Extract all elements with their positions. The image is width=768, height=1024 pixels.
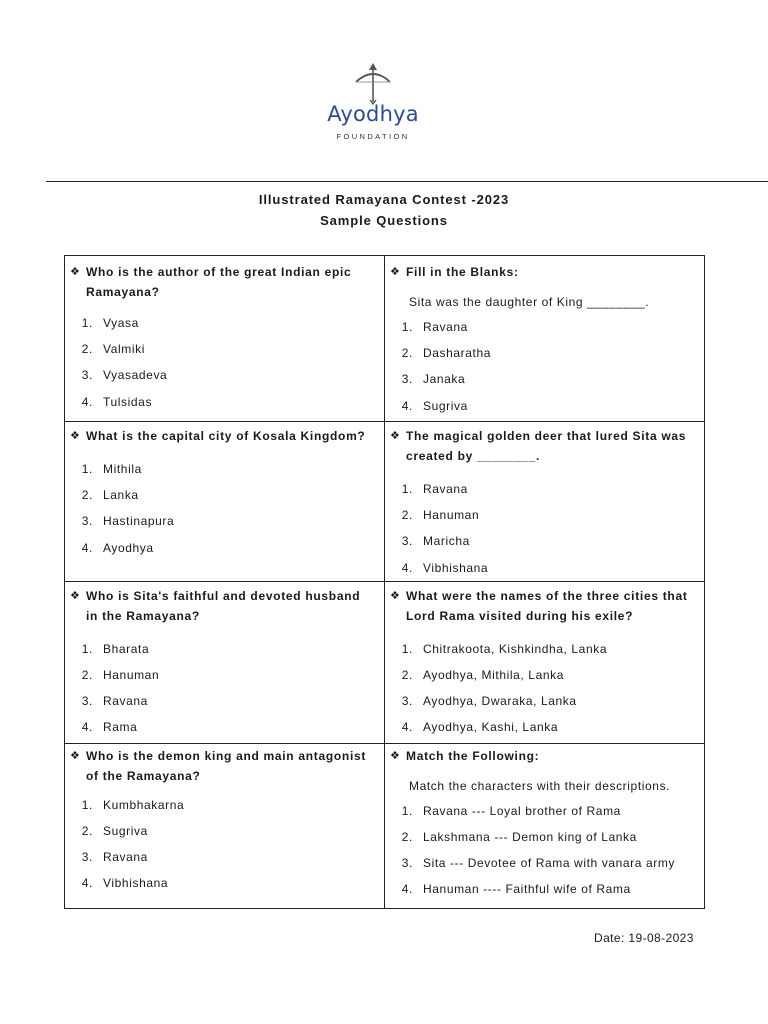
option-item	[385, 555, 704, 581]
option-text: Hanuman	[103, 667, 160, 682]
option-text: Lakshmana --- Demon king of Lanka	[423, 829, 637, 844]
question-heading	[65, 426, 384, 446]
option-number: 3.	[81, 694, 93, 709]
option-item	[65, 310, 384, 336]
option-text: Sita --- Devotee of Rama with vanara army	[423, 856, 676, 871]
question-row	[65, 422, 705, 582]
diamond-bullet-icon: ❖	[70, 589, 81, 602]
option-item	[65, 636, 384, 662]
option-text: Ayodhya	[103, 540, 154, 555]
question-heading	[385, 586, 704, 626]
option-item	[385, 314, 704, 340]
option-number: 2.	[81, 667, 93, 682]
option-item	[65, 336, 384, 362]
option-number: 1.	[81, 797, 93, 812]
option-item	[65, 688, 384, 714]
option-item	[385, 662, 704, 688]
question-text: What is the capital city of Kosala Kingdom?	[86, 429, 366, 443]
option-number: 4.	[401, 398, 413, 413]
option-number: 3.	[81, 514, 93, 529]
ayodhya-foundation-logo	[322, 60, 424, 156]
question-cell	[65, 256, 385, 422]
option-item	[385, 688, 704, 714]
option-item	[65, 482, 384, 508]
option-number: 2.	[81, 342, 93, 357]
options-list	[65, 310, 384, 415]
option-item	[65, 818, 384, 844]
option-text: Dasharatha	[423, 346, 492, 361]
question-cell	[65, 581, 385, 743]
option-text: Ravana	[423, 482, 468, 496]
option-number: 1.	[81, 462, 93, 476]
question-cell	[385, 256, 705, 422]
option-number: 2.	[401, 667, 413, 682]
option-text: Vibhishana	[423, 560, 489, 575]
question-heading	[65, 746, 384, 786]
option-number: 2.	[401, 346, 413, 361]
question-heading	[385, 746, 704, 766]
document-date: Date: 19-08-2023	[594, 931, 694, 945]
options-list	[385, 798, 704, 903]
option-number: 1.	[401, 482, 413, 496]
question-text: Match the Following:	[406, 748, 540, 763]
option-item	[385, 714, 704, 740]
diamond-bullet-icon: ❖	[390, 430, 401, 442]
option-item	[65, 456, 384, 482]
option-text: Valmiki	[103, 342, 145, 357]
question-heading	[385, 426, 704, 466]
option-item	[65, 535, 384, 561]
option-text: Vyasa	[103, 316, 139, 330]
option-number: 1.	[81, 641, 93, 656]
option-item	[385, 798, 704, 824]
option-item	[65, 870, 384, 896]
option-item	[385, 876, 704, 902]
diamond-bullet-icon: ❖	[390, 266, 401, 278]
option-item	[385, 340, 704, 366]
option-number: 3.	[81, 850, 93, 865]
option-number: 2.	[401, 829, 413, 844]
document-subtitle: Sample Questions	[320, 213, 448, 228]
question-row	[65, 581, 705, 743]
document-title: Illustrated Ramayana Contest -2023	[258, 192, 510, 207]
question-row	[65, 743, 705, 908]
option-text: Ayodhya, Dwaraka, Lanka	[423, 694, 577, 709]
question-cell	[385, 581, 705, 743]
option-item	[385, 824, 704, 850]
diamond-bullet-icon: ❖	[390, 589, 401, 602]
options-list	[385, 314, 704, 419]
option-text: Rama	[103, 720, 138, 735]
question-cell	[65, 743, 385, 908]
option-item	[65, 714, 384, 740]
question-text: Who is the author of the great Indian epic Ramayana?	[86, 265, 352, 299]
question-text: Who is Sita's faithful and devoted husband in the Ramayana?	[86, 588, 361, 623]
option-text: Ayodhya, Mithila, Lanka	[423, 667, 564, 682]
option-number: 3.	[401, 856, 413, 871]
diamond-bullet-icon: ❖	[70, 749, 81, 762]
question-stem: Match the characters with their descriptions.	[409, 778, 671, 793]
option-text: Hanuman	[423, 508, 480, 523]
options-list	[385, 636, 704, 741]
option-number: 4.	[81, 720, 93, 735]
option-text: Sugriva	[423, 398, 468, 413]
option-item	[65, 389, 384, 415]
option-item	[385, 502, 704, 528]
option-number: 1.	[401, 803, 413, 818]
option-item	[65, 844, 384, 870]
options-list	[65, 456, 384, 561]
questions-table	[64, 255, 705, 909]
logo-wordmark: Ayodhya	[327, 102, 419, 126]
option-number: 2.	[401, 508, 413, 523]
option-number: 4.	[401, 560, 413, 575]
question-text: Fill in the Blanks:	[406, 265, 519, 279]
option-text: Lanka	[103, 488, 139, 503]
question-heading	[65, 586, 384, 626]
option-number: 3.	[401, 534, 413, 549]
option-text: Janaka	[423, 372, 466, 387]
option-item	[65, 662, 384, 688]
option-text: Kumbhakarna	[103, 797, 185, 812]
option-item	[385, 636, 704, 662]
question-stem: Sita was the daughter of King ________.	[409, 295, 650, 309]
option-text: Ayodhya, Kashi, Lanka	[423, 720, 559, 735]
logo-subtitle: FOUNDATION	[336, 132, 410, 141]
option-item	[385, 528, 704, 554]
option-text: Maricha	[423, 534, 470, 549]
option-text: Ravana	[103, 694, 148, 709]
option-item	[385, 366, 704, 392]
option-number: 3.	[81, 368, 93, 383]
option-text: Chitrakoota, Kishkindha, Lanka	[423, 641, 608, 656]
option-item	[385, 476, 704, 502]
option-item	[385, 850, 704, 876]
option-item	[65, 362, 384, 388]
option-number: 3.	[401, 372, 413, 387]
question-heading	[65, 262, 384, 302]
option-text: Hastinapura	[103, 514, 175, 529]
option-number: 4.	[401, 720, 413, 735]
option-number: 4.	[81, 540, 93, 555]
question-cell	[385, 422, 705, 582]
option-number: 1.	[401, 320, 413, 334]
option-item	[385, 393, 704, 419]
diamond-bullet-icon: ❖	[70, 266, 81, 278]
question-text: What were the names of the three cities that Lord Rama visited during his exile?	[406, 588, 688, 623]
question-text: Who is the demon king and main antagonist of the Ramayana?	[86, 748, 367, 783]
option-number: 4.	[401, 882, 413, 897]
question-heading	[385, 262, 704, 282]
bow-arrow-icon	[322, 60, 424, 106]
diamond-bullet-icon: ❖	[70, 430, 81, 442]
option-number: 2.	[81, 823, 93, 838]
option-number: 2.	[81, 488, 93, 503]
option-text: Hanuman ---- Faithful wife of Rama	[423, 882, 631, 897]
option-number: 1.	[401, 641, 413, 656]
option-text: Vyasadeva	[103, 368, 168, 383]
question-cell	[65, 422, 385, 582]
option-number: 4.	[81, 394, 93, 409]
diamond-bullet-icon: ❖	[390, 749, 401, 762]
option-number: 1.	[81, 316, 93, 330]
option-text: Tulsidas	[103, 394, 153, 409]
option-text: Ravana --- Loyal brother of Rama	[423, 803, 621, 818]
option-text: Vibhishana	[103, 876, 169, 891]
option-text: Mithila	[103, 462, 142, 476]
options-list	[385, 476, 704, 581]
options-list	[65, 636, 384, 741]
option-number: 4.	[81, 876, 93, 891]
option-text: Bharata	[103, 641, 150, 656]
question-text: The magical golden deer that lured Sita was created by ________.	[406, 429, 687, 463]
question-row	[65, 256, 705, 422]
option-text: Ravana	[103, 850, 148, 865]
question-cell	[385, 743, 705, 908]
option-text: Ravana	[423, 320, 468, 334]
option-item	[65, 508, 384, 534]
option-number: 3.	[401, 694, 413, 709]
option-text: Sugriva	[103, 823, 148, 838]
header-divider	[46, 181, 768, 182]
options-list	[65, 792, 384, 897]
option-item	[65, 792, 384, 818]
